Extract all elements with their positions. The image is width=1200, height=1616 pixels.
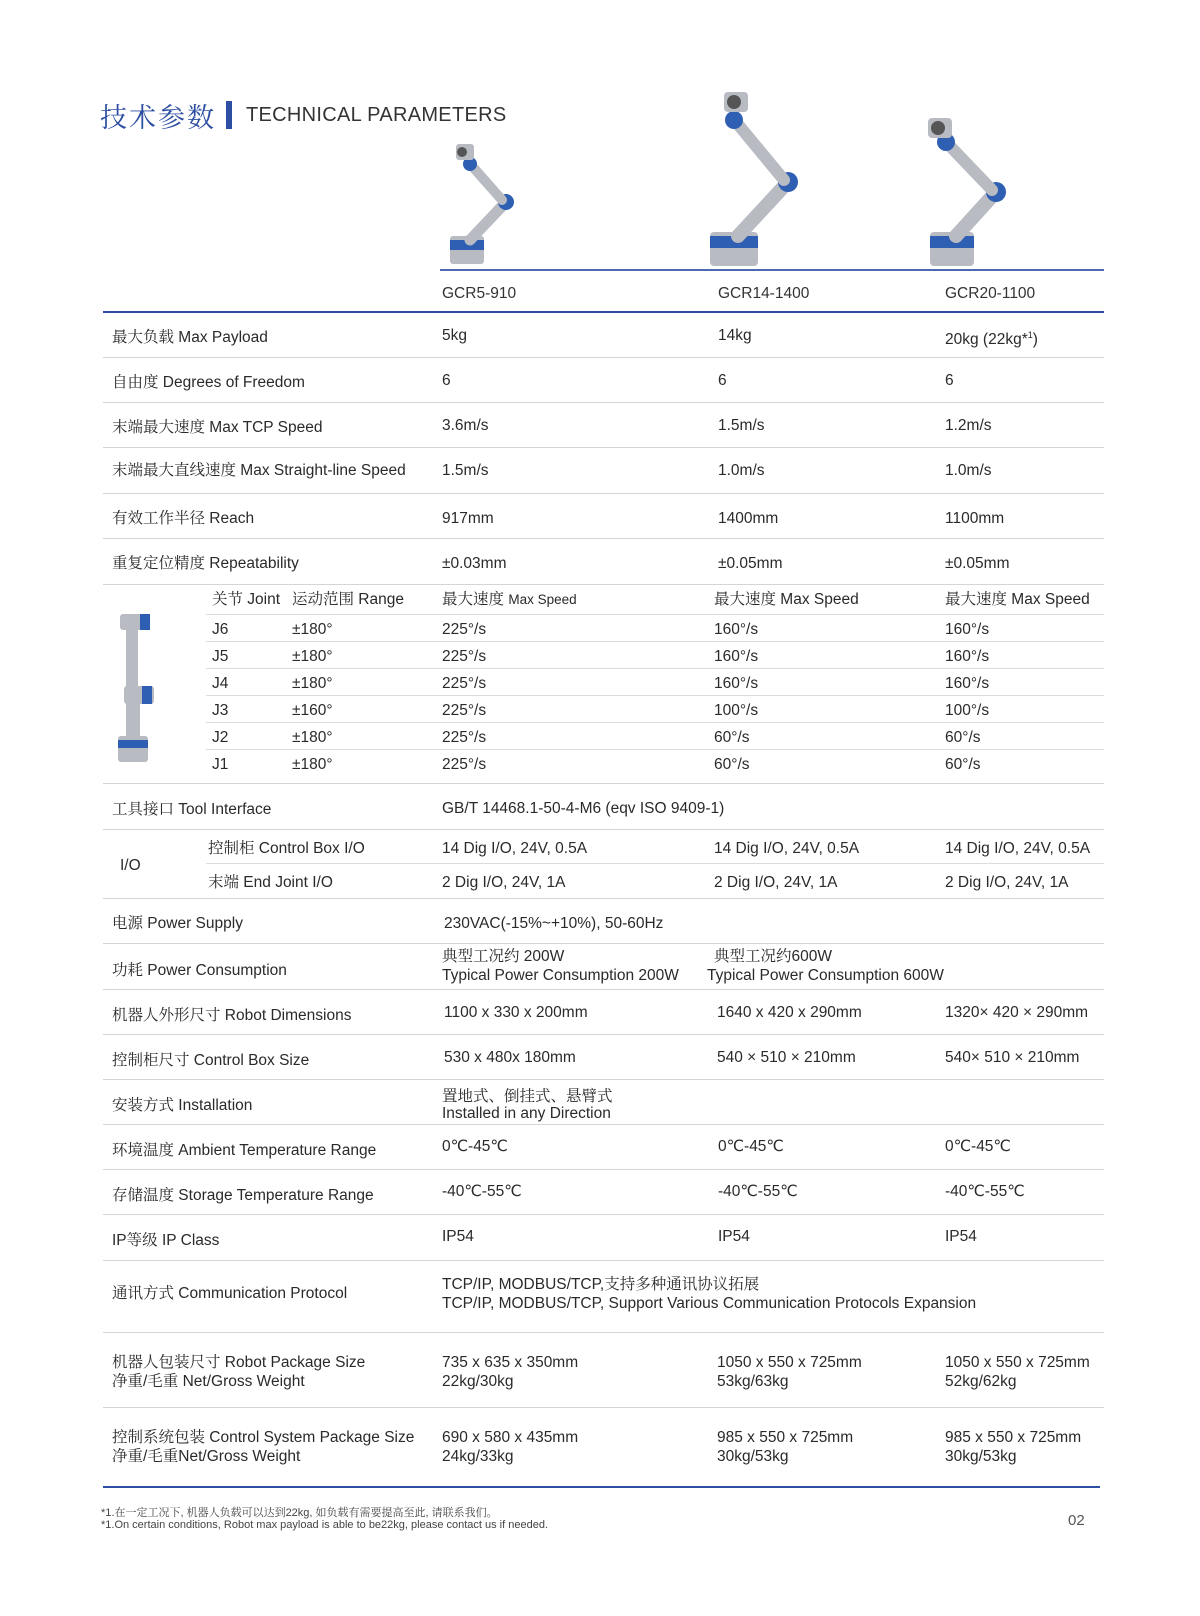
row-label-communication: 通讯方式 Communication Protocol [112,1285,348,1302]
package-size: 735 x 635 x 350mm [442,1354,579,1371]
package-size: 1050 x 550 x 725mm [945,1354,1090,1371]
row-value-payload-3 [945,326,1038,349]
row-value: ±0.05mm [945,555,1010,572]
joint-speed: 60°/s [945,729,981,746]
io-value: 14 Dig I/O, 24V, 0.5A [714,840,860,857]
joint-speed: 225°/s [442,648,487,665]
row-label-straight-speed: 末端最大直线速度 Max Straight-line Speed [112,462,406,479]
ambient-temp-value: 0℃-45℃ [442,1138,508,1155]
row-label-installation: 安装方式 Installation [112,1097,253,1114]
control-package-size: 985 x 550 x 725mm [945,1429,1082,1446]
row-label-control-net-gross: 净重/毛重Net/Gross Weight [112,1448,301,1465]
package-size: 1050 x 550 x 725mm [717,1354,862,1371]
row-divider [103,357,1104,358]
power-supply-value: 230VAC(-15%~+10%), 50-60Hz [444,915,664,932]
joint-name: J1 [212,756,229,773]
row-label-control-box-size: 控制柜尺寸 Control Box Size [112,1052,310,1069]
control-box-io-label: 控制柜 Control Box I/O [208,840,365,857]
row-label-reach: 有效工作半径 Reach [112,510,255,527]
joint-range: ±180° [292,648,333,665]
joint-speed: 60°/s [945,756,981,773]
joint-speed: 100°/s [945,702,990,719]
tool-interface-value: GB/T 14468.1-50-4-M6 (eqv ISO 9409-1) [442,800,725,817]
joint-divider [206,722,1104,723]
joint-speed: 100°/s [714,702,759,719]
joint-speed: 160°/s [714,648,759,665]
row-divider [103,989,1104,990]
row-value: 6 [442,372,451,389]
power-consumption-1-en: Typical Power Consumption 200W [442,967,679,984]
robot-baseline [440,269,1104,271]
joint-divider [206,668,1104,669]
robot-image-gcr20 [918,112,1018,270]
control-package-size: 690 x 580 x 435mm [442,1429,579,1446]
joint-range: ±180° [292,756,333,773]
speed-header-cn: 最大速度 [442,591,505,608]
joint-divider [206,749,1104,750]
row-label-dof: 自由度 Degrees of Freedom [112,374,305,391]
title-accent-bar [226,101,232,129]
joint-speed: 225°/s [442,675,487,692]
control-package-weight: 30kg/53kg [945,1448,1017,1465]
model-name-1: GCR5-910 [442,285,517,302]
footer-divider [103,1486,1100,1488]
control-package-weight: 30kg/53kg [717,1448,789,1465]
row-value: 1.2m/s [945,417,992,434]
joint-name: J6 [212,621,229,638]
row-value: 1100mm [945,510,1005,527]
joint-name: J5 [212,648,229,665]
page-title [100,98,506,132]
joint-name: J3 [212,702,229,719]
storage-temp-value: -40℃-55℃ [945,1183,1025,1200]
joint-range: ±180° [292,675,333,692]
row-divider [103,493,1104,494]
row-label-repeatability: 重复定位精度 Repeatability [112,555,299,572]
joint-divider [206,614,1104,615]
row-divider [103,783,1104,784]
io-value: 14 Dig I/O, 24V, 0.5A [442,840,588,857]
ip-class-value: IP54 [442,1228,474,1245]
joint-speed: 160°/s [945,621,990,638]
row-value: ±0.05mm [718,555,783,572]
io-value: 2 Dig I/O, 24V, 1A [945,874,1069,891]
power-consumption-1-cn: 典型工况约 200W [442,948,565,965]
row-label-control-package: 控制系统包装 Control System Package Size [112,1429,415,1446]
row-divider [103,1169,1104,1170]
robot-image-gcr5 [440,140,530,270]
row-divider [103,538,1104,539]
row-label-payload: 最大负载 Max Payload [112,329,268,346]
row-value: 1.0m/s [718,462,765,479]
row-value: ±0.03mm [442,555,507,572]
joint-range: ±180° [292,621,333,638]
joint-divider [206,641,1104,642]
storage-temp-value: -40℃-55℃ [442,1183,522,1200]
row-label-tool-interface: 工具接口 Tool Interface [112,801,272,818]
io-value: 14 Dig I/O, 24V, 0.5A [945,840,1091,857]
row-divider [103,1214,1104,1215]
robot-image-gcr14 [700,86,820,270]
ambient-temp-value: 0℃-45℃ [718,1138,784,1155]
row-value: 14kg [718,327,752,344]
joint-speed: 225°/s [442,756,487,773]
model-name-2: GCR14-1400 [718,285,810,302]
joint-speed: 160°/s [714,621,759,638]
row-divider [103,402,1104,403]
installation-value-en: Installed in any Direction [442,1105,611,1122]
ambient-temp-value: 0℃-45℃ [945,1138,1011,1155]
ip-class-value: IP54 [945,1228,977,1245]
row-value: 1400mm [718,510,779,527]
io-value: 2 Dig I/O, 24V, 1A [714,874,838,891]
row-divider [103,1332,1104,1333]
page-title-en: TECHNICAL PARAMETERS [246,103,507,126]
footnote-cn: *1.在一定工况下, 机器人负载可以达到22kg, 如负载有需要提高至此, 请联系我们。 [101,1507,498,1519]
io-divider [206,863,1104,864]
row-value: 1.5m/s [442,462,489,479]
joint-speed: 225°/s [442,729,487,746]
row-divider [103,943,1104,944]
model-name-3: GCR20-1100 [945,285,1036,302]
speed-header-1 [442,590,577,609]
row-divider [103,447,1104,448]
joint-range: ±160° [292,702,333,719]
io-value: 2 Dig I/O, 24V, 1A [442,874,566,891]
row-label-net-gross: 净重/毛重 Net/Gross Weight [112,1373,305,1390]
row-value: 6 [718,372,727,389]
ip-class-value: IP54 [718,1228,750,1245]
row-label-dimensions: 机器人外形尺寸 Robot Dimensions [112,1007,352,1024]
control-package-size: 985 x 550 x 725mm [717,1429,854,1446]
robot-arm-illustration [112,610,168,768]
package-weight: 52kg/62kg [945,1373,1017,1390]
control-box-value: 540× 510 × 210mm [945,1049,1080,1066]
dimension-value: 1640 x 420 x 290mm [717,1004,862,1021]
storage-temp-value: -40℃-55℃ [718,1183,798,1200]
row-label-power-consumption: 功耗 Power Consumption [112,962,287,979]
row-divider [103,584,1104,585]
joint-divider [206,695,1104,696]
joint-header: 关节 Joint [212,591,281,608]
payload-value: 20kg (22kg* [945,331,1028,349]
row-value: 3.6m/s [442,417,489,434]
communication-value-cn: TCP/IP, MODBUS/TCP,支持多种通讯协议拓展 [442,1276,760,1293]
joint-speed: 225°/s [442,702,487,719]
row-label-storage-temp: 存储温度 Storage Temperature Range [112,1187,374,1204]
row-label-ip-class: IP等级 IP Class [112,1232,220,1249]
control-box-value: 530 x 480x 180mm [444,1049,576,1066]
range-header: 运动范围 Range [292,591,404,608]
row-divider [103,1407,1104,1408]
row-divider [103,1124,1104,1125]
row-value: 5kg [442,327,467,344]
row-label-tcp-speed: 末端最大速度 Max TCP Speed [112,419,323,436]
installation-value-cn: 置地式、倒挂式、悬臂式 [442,1088,613,1105]
footnote-marker: 1 [1027,330,1033,340]
row-divider [103,829,1104,830]
row-label-power-supply: 电源 Power Supply [112,915,243,932]
row-value: 6 [945,372,954,389]
row-value: 1.0m/s [945,462,992,479]
footnote-en: *1.On certain conditions, Robot max payload is able to be22kg, please contact us if needed. [101,1519,549,1531]
row-value: 917mm [442,510,494,527]
joint-speed: 60°/s [714,756,750,773]
joint-speed: 160°/s [714,675,759,692]
row-divider [103,1034,1104,1035]
speed-header-3: 最大速度 Max Speed [945,591,1090,608]
speed-header-2: 最大速度 Max Speed [714,591,859,608]
dimension-value: 1100 x 330 x 200mm [444,1004,588,1021]
power-consumption-2-en: Typical Power Consumption 600W [707,967,944,984]
package-weight: 53kg/63kg [717,1373,789,1390]
row-divider [103,1079,1104,1080]
control-box-value: 540 × 510 × 210mm [717,1049,856,1066]
speed-header-en: Max Speed [508,592,577,607]
page-number: 02 [1068,1512,1085,1529]
header-divider [103,311,1104,313]
power-consumption-2-cn: 典型工况约600W [714,948,832,965]
joint-range: ±180° [292,729,333,746]
package-weight: 22kg/30kg [442,1373,514,1390]
joint-name: J4 [212,675,229,692]
end-joint-io-label: 末端 End Joint I/O [208,874,333,891]
joint-speed: 60°/s [714,729,750,746]
row-label-io: I/O [120,857,141,874]
communication-value-en: TCP/IP, MODBUS/TCP, Support Various Communication Protocols Expansion [442,1295,977,1312]
dimension-value: 1320× 420 × 290mm [945,1004,1089,1021]
joint-speed: 160°/s [945,648,990,665]
row-label-ambient-temp: 环境温度 Ambient Temperature Range [112,1142,377,1159]
page-title-cn: 技术参数 [100,102,216,133]
joint-name: J2 [212,729,229,746]
joint-speed: 225°/s [442,621,487,638]
row-label-robot-package: 机器人包装尺寸 Robot Package Size [112,1354,366,1371]
row-divider [103,898,1104,899]
row-divider [103,1260,1104,1261]
control-package-weight: 24kg/33kg [442,1448,514,1465]
row-value: 1.5m/s [718,417,765,434]
joint-speed: 160°/s [945,675,990,692]
payload-close-paren: ) [1032,331,1038,349]
